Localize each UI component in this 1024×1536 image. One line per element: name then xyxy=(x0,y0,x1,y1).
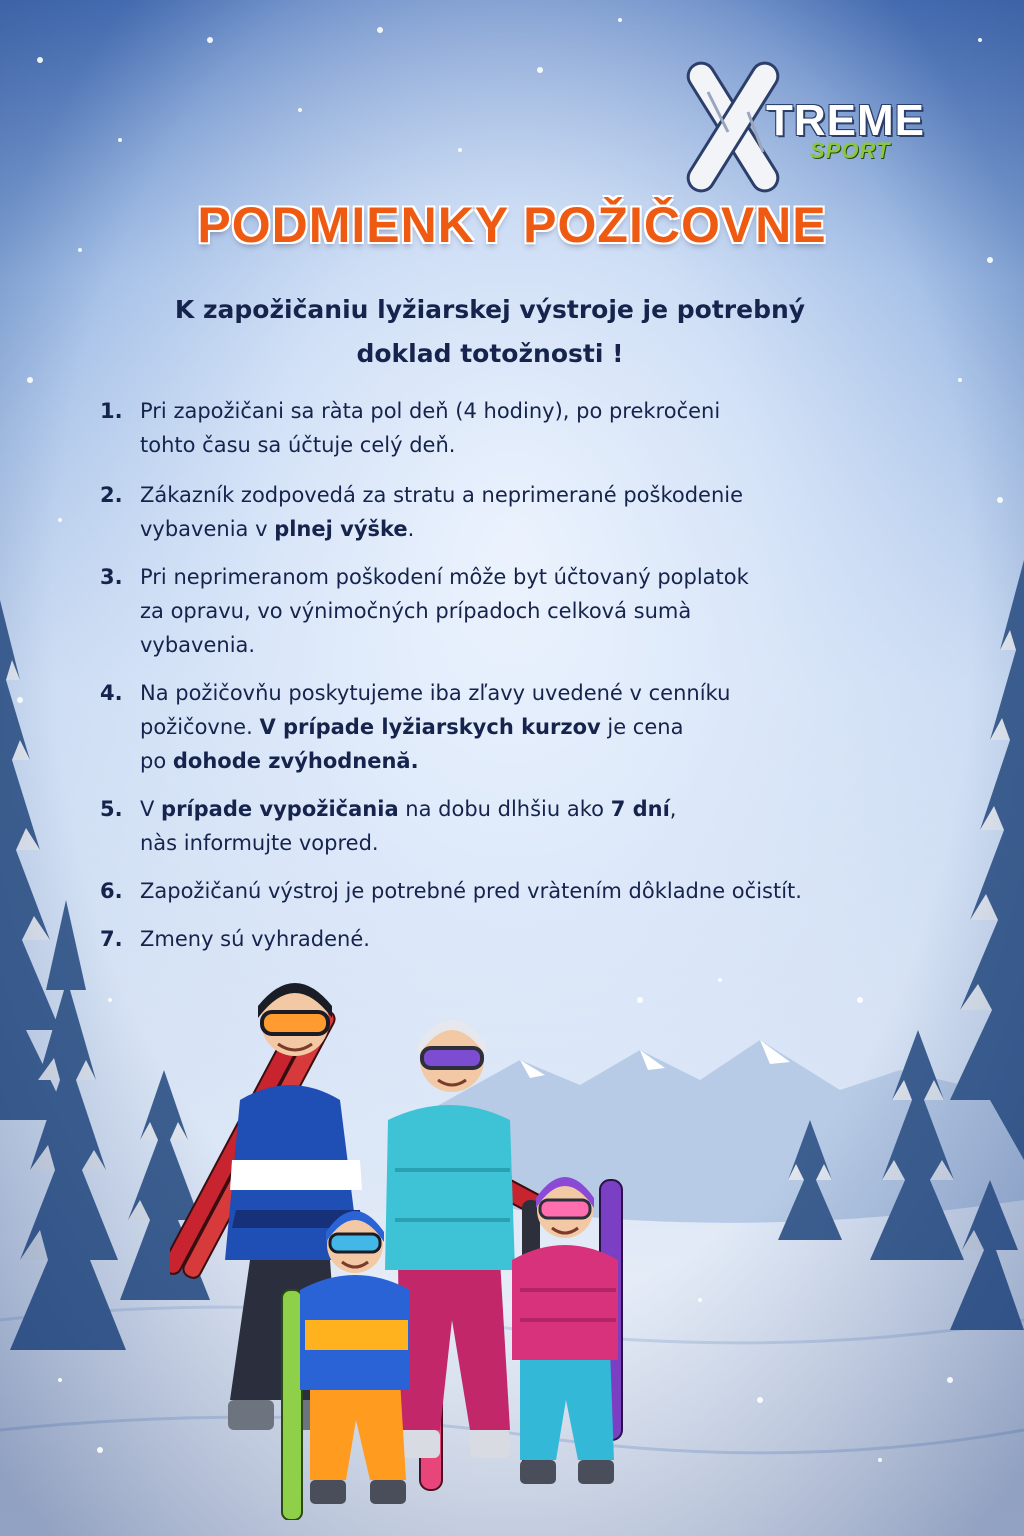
rule-line xyxy=(140,874,960,908)
logo-wordmark-sport: SPORT xyxy=(810,138,891,163)
rule-segment: Na požičovňu poskytujeme iba zľavy uvedené v cenníku xyxy=(140,681,731,705)
mother-skier xyxy=(385,1020,515,1458)
rule-number: 4. xyxy=(100,681,123,705)
rule-line xyxy=(140,792,960,826)
rule-segment: Pri neprimeranom poškodení môže byt účtovaný poplatok xyxy=(140,565,749,589)
rule-emphasis: plnej výške xyxy=(274,517,408,541)
rule-segment: vybavenia. xyxy=(140,633,256,657)
rule-text xyxy=(140,560,960,662)
rule-emphasis: V prípade lyžiarskych kurzov xyxy=(259,715,601,739)
rule-line xyxy=(140,628,960,662)
rule-segment: Zapožičanú výstroj je potrebné pred vràtením dôkladne očistít. xyxy=(140,879,802,903)
rule-text xyxy=(140,478,960,546)
rule-line xyxy=(140,478,960,512)
rule-segment: Zákazník zodpovedá za stratu a neprimerané poškodenie xyxy=(140,483,744,507)
rule-segment: , xyxy=(669,797,677,821)
rule-line xyxy=(140,922,960,956)
notice-line-1: K zapožičaniu lyžiarskej výstroje je potrebný xyxy=(174,295,806,324)
rule-line xyxy=(140,710,960,744)
xtreme-sport-logo xyxy=(668,52,958,202)
rule-segment: V xyxy=(140,797,162,821)
rule-number: 1. xyxy=(100,399,123,423)
rule-number: 5. xyxy=(100,797,123,821)
rule-text xyxy=(140,922,960,956)
rule-segment: nàs informujte vopred. xyxy=(140,831,379,855)
rule-line xyxy=(140,560,960,594)
rule-line xyxy=(140,826,960,860)
rule-segment: je cena xyxy=(600,715,684,739)
rule-segment: tohto času sa účtuje celý deň. xyxy=(140,433,456,457)
rule-emphasis: prípade vypožičania xyxy=(161,797,399,821)
notice-line-2: doklad totožnosti ! xyxy=(356,339,624,368)
rule-segment: na dobu dlhšiu ako xyxy=(398,797,611,821)
rule-segment: vybavenia v xyxy=(140,517,275,541)
rule-line xyxy=(140,428,960,462)
girl-skier xyxy=(512,1177,622,1484)
logo-wordmark-treme: TREME xyxy=(766,96,925,145)
rule-segment: požičovne. xyxy=(140,715,260,739)
rule-number: 3. xyxy=(100,565,123,589)
rule-emphasis: dohode zvýhodnenă. xyxy=(172,749,419,773)
rule-text xyxy=(140,792,960,860)
rule-line xyxy=(140,594,960,628)
rule-segment: za opravu, vo výnimočných prípadoch celková sumà xyxy=(140,599,692,623)
rule-line xyxy=(140,744,960,778)
rule-segment: Zmeny sú vyhradené. xyxy=(140,927,370,951)
rule-number: 7. xyxy=(100,927,123,951)
rule-emphasis: 7 dní xyxy=(610,797,670,821)
ski-family-illustration xyxy=(170,960,670,1520)
rule-text xyxy=(140,394,960,462)
rule-text xyxy=(140,676,960,778)
id-requirement-notice xyxy=(90,288,890,376)
rule-line xyxy=(140,512,960,546)
poster-title: PODMIENKY POŽIČOVNE xyxy=(197,197,827,253)
rule-number: 6. xyxy=(100,879,123,903)
rule-segment: . xyxy=(407,517,415,541)
rule-line xyxy=(140,676,960,710)
rule-number: 2. xyxy=(100,483,123,507)
rule-segment: po xyxy=(140,749,173,773)
rule-text xyxy=(140,874,960,908)
rule-segment: Pri zapožičani sa ràta pol deň (4 hodiny), po prekročeni xyxy=(140,399,721,423)
rule-line xyxy=(140,394,960,428)
